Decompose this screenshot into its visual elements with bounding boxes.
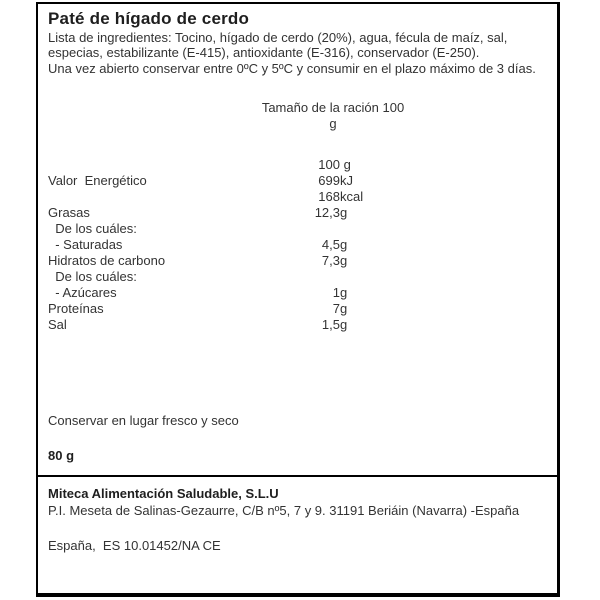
nutrition-row-unit: g [340,285,348,300]
manufacturer-name: Miteca Alimentación Saludable, S.L.U [48,486,279,501]
nutrition-row-saturates [48,237,547,253]
nutrition-row-label: De los cuáles: [48,221,137,236]
nutrition-row-value [255,269,340,285]
nutrition-row-unit [340,221,547,237]
serving-size-header [253,100,413,132]
net-weight: 80 g [48,448,75,463]
registry-number: España, ES 10.01452/NA CE [48,538,221,553]
serving-size-line1: Tamaño de la ración 100 [261,100,405,115]
nutrition-row-value: 4,5 [321,237,340,252]
nutrition-row-value: 12,3 [314,205,340,220]
nutrition-header-unit: g [340,157,351,172]
nutrition-row-label: - Azúcares [48,285,117,300]
nutrition-row-label: De los cuáles: [48,269,137,284]
nutrition-row-unit: kcal [340,189,364,204]
nutrition-row-value: 699 [318,173,340,188]
nutrition-row-value: 1,5 [321,317,340,332]
nutrition-header-label [48,157,255,173]
opened-storage-note: Una vez abierto conservar entre 0ºC y 5ºC y consumir en el plazo máximo de 3 días. [48,61,536,76]
nutrition-row-unit: g [340,301,348,316]
footer-divider [38,475,557,477]
nutrition-row-protein [48,301,547,317]
nutrition-row-unit: g [340,205,348,220]
nutrition-row-energy [48,173,547,189]
nutrition-row-label: Valor Energético [48,173,147,188]
nutrition-table [48,157,547,333]
nutrition-row-unit: g [340,237,348,252]
nutrition-row-of-which-fat [48,221,547,237]
nutrition-row-salt [48,317,547,333]
nutrition-row-unit [340,269,547,285]
nutrition-header-value: 100 [318,157,340,172]
nutrition-row-label [48,189,255,205]
nutrition-row-value [255,221,340,237]
nutrition-row-unit: kJ [340,173,353,188]
manufacturer-address: P.I. Meseta de Salinas-Gezaurre, C/B nº5, 7 y 9. 31191 Beriáin (Navarra) -España [48,503,520,518]
nutrition-row-value: 168 [318,189,340,204]
nutrition-row-sugars [48,285,547,301]
nutrition-row-label: Grasas [48,205,90,220]
nutrition-row-label: Sal [48,317,67,332]
serving-size-line2: g [329,116,337,131]
nutrition-row-of-which-carbs [48,269,547,285]
nutrition-row-unit: g [340,253,348,268]
nutrition-row-value: 7 [332,301,340,316]
nutrition-row-energy-kcal [48,189,547,205]
product-label [36,2,560,597]
product-title: Paté de hígado de cerdo [48,9,250,28]
nutrition-column-header-row [48,157,547,173]
nutrition-row-fat [48,205,547,221]
ingredients-text: Lista de ingredientes: Tocino, hígado de cerdo (20%), agua, fécula de maíz, sal, especias, estabilizante (E-415), antioxidante (E-316), conservador (E-250). [48,30,508,60]
nutrition-row-label: - Saturadas [48,237,123,252]
nutrition-row-carbohydrates [48,253,547,269]
storage-note: Conservar en lugar fresco y seco [48,413,239,428]
nutrition-row-label: Hidratos de carbono [48,253,166,268]
nutrition-row-value: 7,3 [321,253,340,268]
nutrition-row-label: Proteínas [48,301,104,316]
nutrition-row-unit: g [340,317,348,332]
nutrition-row-value: 1 [332,285,340,300]
